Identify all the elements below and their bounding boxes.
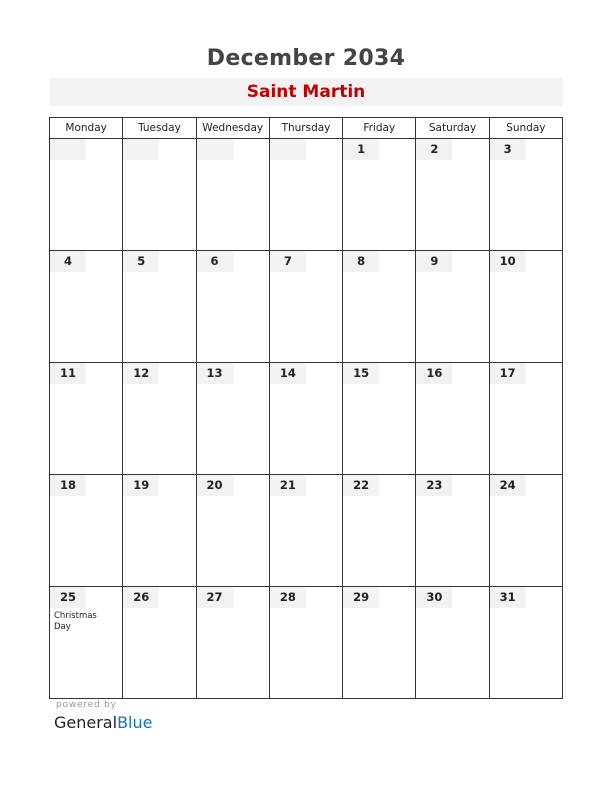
day-number: 8 bbox=[343, 251, 379, 272]
weekday-header-tuesday: Tuesday bbox=[123, 118, 196, 139]
day-number: 30 bbox=[416, 587, 452, 608]
day-cell-25[interactable] bbox=[50, 587, 123, 699]
day-number: 24 bbox=[490, 475, 526, 496]
powered-by-text: powered by bbox=[56, 700, 117, 710]
day-number bbox=[123, 139, 159, 160]
day-number: 22 bbox=[343, 475, 379, 496]
day-cell-22[interactable] bbox=[343, 475, 416, 587]
day-number: 17 bbox=[490, 363, 526, 384]
holiday-label: Christmas Day bbox=[54, 611, 97, 632]
calendar-body bbox=[50, 139, 563, 699]
day-cell-3[interactable] bbox=[489, 139, 562, 251]
day-cell-27[interactable] bbox=[196, 587, 269, 699]
day-cell-empty bbox=[269, 139, 342, 251]
day-number: 14 bbox=[270, 363, 306, 384]
day-number bbox=[197, 139, 233, 160]
generalblue-logo[interactable] bbox=[54, 713, 152, 732]
day-cell-14[interactable] bbox=[269, 363, 342, 475]
day-cell-15[interactable] bbox=[343, 363, 416, 475]
day-cell-4[interactable] bbox=[50, 251, 123, 363]
day-number: 12 bbox=[123, 363, 159, 384]
day-number: 10 bbox=[490, 251, 526, 272]
weekday-header-saturday: Saturday bbox=[416, 118, 489, 139]
day-number: 20 bbox=[197, 475, 233, 496]
day-cell-7[interactable] bbox=[269, 251, 342, 363]
calendar-week-row bbox=[50, 251, 563, 363]
day-cell-28[interactable] bbox=[269, 587, 342, 699]
day-number: 23 bbox=[416, 475, 452, 496]
day-cell-29[interactable] bbox=[343, 587, 416, 699]
day-cell-11[interactable] bbox=[50, 363, 123, 475]
day-number: 5 bbox=[123, 251, 159, 272]
day-number: 2 bbox=[416, 139, 452, 160]
day-number: 27 bbox=[197, 587, 233, 608]
day-number: 25 bbox=[50, 587, 86, 608]
day-cell-10[interactable] bbox=[489, 251, 562, 363]
day-cell-5[interactable] bbox=[123, 251, 196, 363]
calendar-week-row bbox=[50, 587, 563, 699]
day-number: 18 bbox=[50, 475, 86, 496]
weekday-header-monday: Monday bbox=[50, 118, 123, 139]
day-number: 16 bbox=[416, 363, 452, 384]
logo-blue: Blue bbox=[117, 713, 153, 732]
day-cell-16[interactable] bbox=[416, 363, 489, 475]
day-cell-19[interactable] bbox=[123, 475, 196, 587]
day-number: 4 bbox=[50, 251, 86, 272]
day-cell-23[interactable] bbox=[416, 475, 489, 587]
weekday-header-sunday: Sunday bbox=[489, 118, 562, 139]
day-cell-30[interactable] bbox=[416, 587, 489, 699]
day-cell-24[interactable] bbox=[489, 475, 562, 587]
calendar-title: December 2034 bbox=[206, 46, 406, 71]
day-number bbox=[50, 139, 86, 160]
weekday-header-row bbox=[50, 118, 563, 139]
day-number: 11 bbox=[50, 363, 86, 384]
weekday-header-thursday: Thursday bbox=[269, 118, 342, 139]
day-number: 31 bbox=[490, 587, 526, 608]
day-cell-20[interactable] bbox=[196, 475, 269, 587]
day-cell-31[interactable] bbox=[489, 587, 562, 699]
weekday-header-wednesday: Wednesday bbox=[196, 118, 269, 139]
day-cell-13[interactable] bbox=[196, 363, 269, 475]
day-cell-9[interactable] bbox=[416, 251, 489, 363]
calendar-grid bbox=[49, 117, 563, 699]
day-number: 15 bbox=[343, 363, 379, 384]
day-number: 3 bbox=[490, 139, 526, 160]
day-number: 26 bbox=[123, 587, 159, 608]
day-number: 21 bbox=[270, 475, 306, 496]
day-number: 13 bbox=[197, 363, 233, 384]
day-cell-empty bbox=[50, 139, 123, 251]
day-number bbox=[270, 139, 306, 160]
day-cell-empty bbox=[196, 139, 269, 251]
country-banner bbox=[49, 78, 563, 106]
day-cell-1[interactable] bbox=[343, 139, 416, 251]
day-cell-21[interactable] bbox=[269, 475, 342, 587]
logo-general: General bbox=[54, 713, 118, 732]
day-number: 6 bbox=[197, 251, 233, 272]
day-cell-18[interactable] bbox=[50, 475, 123, 587]
country-name: Saint Martin bbox=[246, 82, 366, 102]
day-cell-26[interactable] bbox=[123, 587, 196, 699]
day-cell-8[interactable] bbox=[343, 251, 416, 363]
day-cell-6[interactable] bbox=[196, 251, 269, 363]
day-number: 19 bbox=[123, 475, 159, 496]
day-cell-12[interactable] bbox=[123, 363, 196, 475]
weekday-header-friday: Friday bbox=[343, 118, 416, 139]
day-cell-17[interactable] bbox=[489, 363, 562, 475]
day-number: 7 bbox=[270, 251, 306, 272]
calendar-week-row bbox=[50, 139, 563, 251]
day-number: 9 bbox=[416, 251, 452, 272]
day-cell-empty bbox=[123, 139, 196, 251]
day-number: 28 bbox=[270, 587, 306, 608]
calendar-week-row bbox=[50, 363, 563, 475]
day-number: 29 bbox=[343, 587, 379, 608]
calendar-week-row bbox=[50, 475, 563, 587]
day-number: 1 bbox=[343, 139, 379, 160]
day-cell-2[interactable] bbox=[416, 139, 489, 251]
